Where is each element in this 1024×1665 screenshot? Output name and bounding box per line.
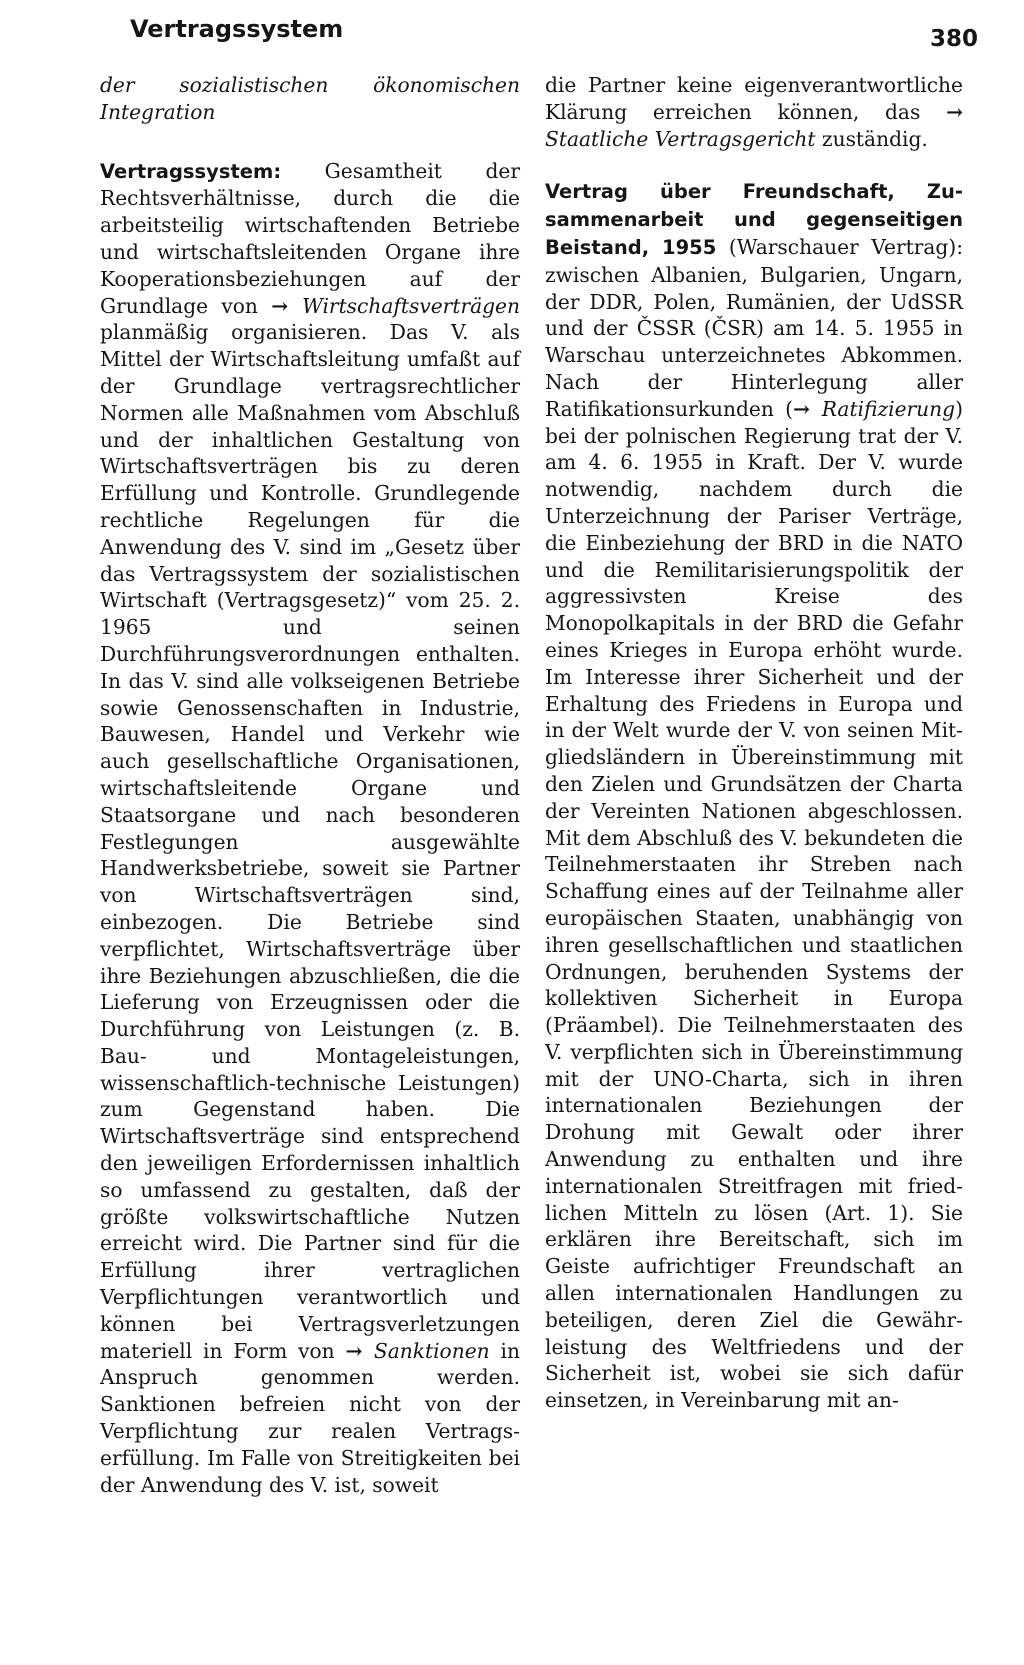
entry-text: die Partner keine eigenverantwortliche Klärung erreichen können, das bbox=[545, 73, 963, 124]
left-column bbox=[100, 72, 520, 1498]
continuation-text-right bbox=[545, 72, 963, 152]
entry-headword: Vertragssystem: bbox=[100, 159, 282, 183]
page-number: 380 bbox=[930, 26, 979, 52]
arrow-right-icon: → bbox=[792, 396, 822, 421]
arrow-right-icon: → bbox=[345, 1338, 374, 1363]
entry-vertragssystem bbox=[100, 158, 520, 1499]
entry-text: ) bei der polnischen Regierung trat der V. am 4. 6. 1955 in Kraft. Der V. wurde notwendig, nachdem durch die Unterzeichnung der Pariser Verträge, die Einbeziehung der BRD in die NATO und die Remilitarisierungspolitik der aggressivsten Kreise des Monopolkapitals in der BRD die Gefahr eines Krieges in Europa erhöht wurde. Im Interesse ihrer Sicherheit und der Erhaltung des Friedens in Europa und in der Welt wurde der V. von seinen Mitgliedsländern in Übereinstimmung mit den Zielen und Grundsätzen der Charta der Vereinten Nationen abgeschlossen. Mit dem Abschluß des V. bekundeten die Teilnehmerstaaten ihr Streben nach Schaffung eines auf der Teilnahme aller europäischen Staaten, unabhängig von ihren gesellschaftlichen und staatlichen Ordnungen, beruhenden Systems der kollektiven Sicherheit in Europa (Präambel). Die Teilnehmerstaaten des V. verpflichten sich in Übereinstimmung mit der UNO-Charta, sich in ihren internationalen Beziehungen der Drohung mit Gewalt oder ihrer Anwendung zu enthalten und ihre internationalen Streitfragen mit friedlichen Mitteln zu lösen (Art. 1). Sie erklären ihre Bereitschaft, sich im Geiste aufrichtiger Freundschaft an allen internationalen Handlungen zu beteiligen, deren Ziel die Gewährleistung des Weltfriedens und der Sicherheit ist, wobei sie sich dafür einsetzen, in Vereinbarung mit an- bbox=[545, 396, 963, 1413]
right-column bbox=[545, 72, 963, 1414]
cross-reference-link[interactable] bbox=[346, 1339, 490, 1363]
arrow-right-icon: → bbox=[271, 293, 303, 318]
entry-warschauer-vertrag bbox=[545, 178, 963, 1414]
entry-text: Gesamtheit der Rechtsverhältnisse, durch die die arbeitsteilig wirtschaftenden Betriebe und wirtschaftsleitenden Organe ihre Kooperationsbeziehungen auf der Grundlage von bbox=[100, 158, 520, 318]
entry-text: (Warschauer Vertrag): zwischen Albanien, Bulgarien, Ungarn, der DDR, Polen, Rumänien, der UdSSR und der ČSSR (ČSR) am 14. 5. 1955 in Warschau unterzeichnetes Abkommen. Nach der Hinterlegung aller Ratifikationsurkunden ( bbox=[545, 234, 963, 421]
arrow-right-icon: → bbox=[946, 99, 963, 124]
cross-reference-label: Ratifizierung bbox=[821, 396, 956, 421]
entry-headword: Vertrag über Freundschaft, Zusammenarbeit und gegenseitigen Beistand, 1955 bbox=[545, 180, 963, 259]
cross-reference-label: Staatliche Vertragsgericht bbox=[545, 126, 816, 151]
entry-text: zuständig. bbox=[815, 126, 928, 151]
entry-text: planmäßig organisieren. Das V. als Mittel der Wirtschaftsleitung umfaßt auf der Grundlage vertragsrechtlicher Normen alle Maßnahmen vom Abschluß und der inhaltlichen Gestaltung von Wirtschaftsverträgen bis zu deren Erfüllung und Kontrolle. Grundlegende rechtliche Regelungen für die Anwendung des V. sind im „Gesetz über das Vertragssystem der sozialistischen Wirtschaft (Vertragsgesetz)“ vom 25. 2. 1965 und seinen Durchführungsverordnungen enthalten. In das V. sind alle volkseigenen Betriebe sowie Genossenschaften in Industrie, Bauwesen, Handel und Verkehr wie auch gesellschaftliche Organisationen, wirtschaftsleitende Organe und Staatsorgane und nach besonderen Festlegungen ausgewählte Handwerksbetriebe, soweit sie Partner von Wirtschaftsverträgen sind, einbezogen. Die Betriebe sind verpflichtet, Wirtschaftsverträge über ihre Beziehungen abzuschließen, die die Lieferung von Erzeugnissen oder die Durchführung von Leistungen (z. B. Bau- und Montageleistungen, wissenschaftlich-technische Leistungen) zum Gegenstand haben. Die Wirtschaftsverträge sind entsprechend den jeweiligen Erfordernissen inhaltlich so umfassend zu gestalten, daß der größte volkswirtschaftliche Nutzen erreicht wird. Die Partner sind für die Erfüllung ihrer vertraglichen Verpflichtungen verantwortlich und können bei Vertragsverletzungen materiell in Form von bbox=[100, 320, 520, 1363]
running-header-keyword: Vertragssystem bbox=[130, 15, 344, 43]
entry-text: in Anspruch genommen werden. Sanktionen befreien nicht von der Verpflichtung zur realen Vertragserfüllung. Im Falle von Streitigkeiten bei der Anwendung des V. ist, soweit bbox=[100, 1338, 520, 1497]
cross-reference-label: Sanktionen bbox=[373, 1338, 490, 1363]
cross-reference-label: Wirtschaftsverträgen bbox=[302, 293, 520, 318]
continuation-text-left: der sozialistischen ökonomischen Integration bbox=[100, 73, 520, 124]
cross-reference-link[interactable] bbox=[793, 397, 955, 421]
cross-reference-link[interactable] bbox=[271, 294, 520, 318]
